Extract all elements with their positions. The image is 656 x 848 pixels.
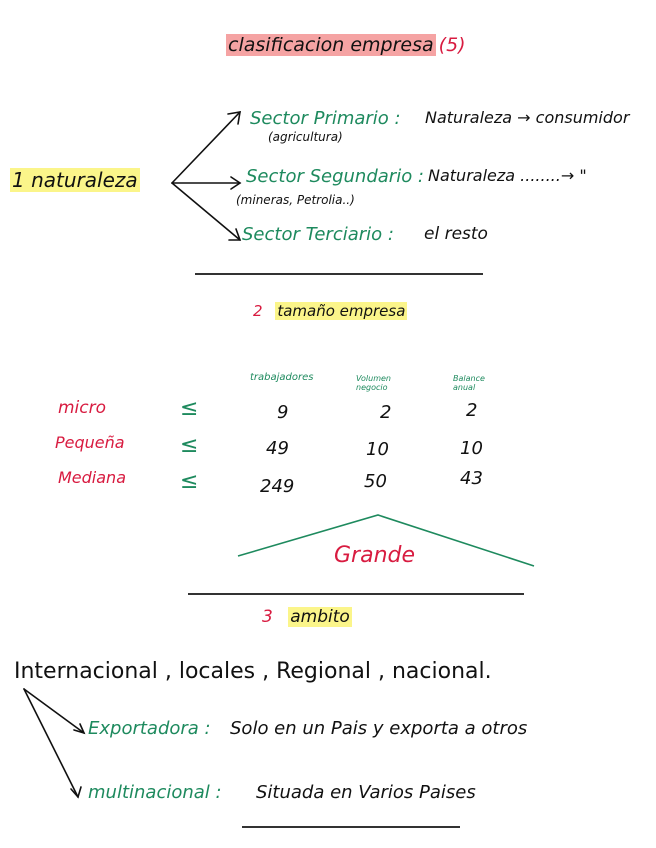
title-text: clasificacion empresa: [228, 34, 434, 56]
size-label-pequena: Pequeña: [55, 433, 125, 452]
header-balance: Balance anual: [453, 374, 485, 392]
sector-secondary-note: (mineras, Petrolia..): [236, 193, 355, 207]
divider-1: [195, 273, 483, 275]
value-cell: 10: [460, 438, 483, 459]
ambito-item-multinacional-desc: Situada en Varios Paises: [256, 782, 476, 803]
section1-label: [10, 170, 140, 190]
ambito-item-exportadora-desc: Solo en un Pais y exporta a otros: [230, 718, 528, 739]
page-title: [226, 36, 466, 55]
value-cell: 2: [466, 400, 478, 421]
lte-symbol: ≤: [180, 469, 199, 494]
lte-symbol: ≤: [180, 433, 199, 458]
section2-title-text: tamaño empresa: [277, 302, 406, 320]
ambito-arrows: [24, 689, 84, 797]
size-label-micro: micro: [58, 398, 107, 418]
ambito-item-exportadora-name: Exportadora :: [88, 718, 211, 739]
ambito-list: Internacional , locales , Regional , nacional.: [14, 659, 492, 684]
value-cell: 50: [364, 471, 387, 492]
size-label-mediana: Mediana: [58, 468, 126, 487]
value-cell: 2: [380, 402, 392, 423]
divider-3: [242, 826, 460, 828]
section1-label-text: 1 naturaleza: [12, 168, 138, 192]
grande-label: Grande: [334, 543, 416, 568]
divider-2: [188, 593, 524, 595]
sector-primary-note: (agricultura): [268, 130, 343, 144]
header-trabajadores: trabajadores: [250, 372, 314, 383]
sector-secondary-desc: Naturaleza ........→ ": [428, 166, 587, 185]
section2-title-num: 2: [253, 302, 263, 320]
branch-arrows: [172, 112, 240, 240]
value-cell: 249: [260, 476, 295, 497]
sector-tertiary-name: Sector Terciario :: [242, 224, 394, 245]
sector-secondary-name: Sector Segundario :: [246, 166, 424, 187]
value-cell: 49: [266, 438, 289, 459]
value-cell: 43: [460, 468, 483, 489]
sector-tertiary-desc: el resto: [424, 224, 488, 244]
section3-title-text: ambito: [290, 607, 350, 627]
sector-primary-name: Sector Primario :: [250, 108, 401, 129]
value-cell: 10: [366, 439, 389, 460]
title-count: (5): [438, 34, 466, 56]
section3-title-num: 3: [262, 607, 273, 627]
lte-symbol: ≤: [180, 396, 199, 421]
ambito-item-multinacional-name: multinacional :: [88, 782, 222, 803]
sector-primary-desc: Naturaleza → consumidor: [425, 108, 630, 127]
section3-title: [262, 609, 352, 626]
value-cell: 9: [277, 402, 289, 423]
section2-title: [253, 304, 407, 319]
header-volumen: Volumen negocio: [356, 374, 391, 392]
